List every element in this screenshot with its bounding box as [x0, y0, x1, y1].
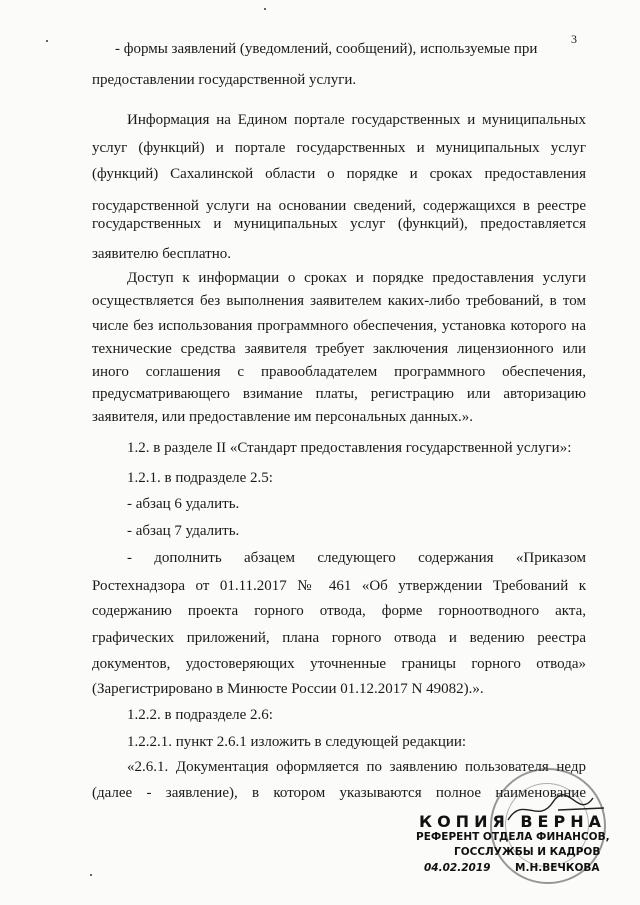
text-line: услуг (функций) и портале государственных и муниципальных услуг	[92, 140, 586, 156]
text-line: - абзац 6 удалить.	[127, 496, 240, 512]
stamp-position: РЕФЕРЕНТ ОТДЕЛА ФИНАНСОВ,	[416, 831, 610, 843]
text-line: государственных и муниципальных услуг (функций), предоставляется	[92, 216, 586, 232]
text-line: 1.2.2.1. пункт 2.6.1 изложить в следующей редакции:	[127, 734, 467, 750]
text-line: - формы заявлений (уведомлений, сообщений), используемые при	[115, 41, 538, 57]
scan-speck	[264, 8, 266, 10]
text-line: технические средства заявителя требует заключения лицензионного или	[92, 341, 586, 357]
text-line: - дополнить абзацем следующего содержания «Приказом	[127, 550, 586, 566]
text-line: (функций) Сахалинской области о порядке и сроках предоставления	[92, 166, 586, 182]
text-line: Ростехнадзора от 01.11.2017 № 461 «Об утверждении Требований к	[92, 578, 586, 594]
text-line: иного соглашения с правообладателем программного обеспечения,	[92, 364, 586, 380]
text-line: числе без использования программного обеспечения, установка которого на	[92, 318, 586, 334]
stamp-name: М.Н.ВЕЧКОВА	[515, 862, 600, 874]
scan-speck	[46, 40, 48, 42]
text-line: (Зарегистрировано в Минюсте России 01.12.2017 N 49082).».	[92, 681, 484, 697]
text-line: заявителю бесплатно.	[92, 246, 231, 262]
stamp-date: 04.02.2019	[424, 862, 491, 874]
text-line: 1.2.1. в подразделе 2.5:	[127, 470, 273, 486]
stamp-department: ГОССЛУЖБЫ И КАДРОВ	[454, 846, 601, 858]
text-line: - абзац 7 удалить.	[127, 523, 240, 539]
text-line: предусматривающего взимание платы, регистрацию или авторизацию	[92, 386, 586, 402]
text-line: (далее - заявление), в котором указываются полное наименование	[92, 785, 586, 801]
text-line: «2.6.1. Документация оформляется по заявлению пользователя недр	[127, 759, 586, 775]
text-line: графических приложений, плана горного отвода и ведению реестра	[92, 630, 586, 646]
text-line: предоставлении государственной услуги.	[92, 72, 357, 88]
text-line: 1.2.2. в подразделе 2.6:	[127, 707, 273, 723]
text-line: документов, удостоверяющих уточненные границы горного отвода»	[92, 656, 586, 672]
text-line: Доступ к информации о сроках и порядке предоставления услуги	[127, 270, 586, 286]
text-line: содержанию проекта горного отвода, форме горноотводного акта,	[92, 603, 586, 619]
page-number: 3	[571, 32, 577, 46]
stamp-certified-copy: КОПИЯ ВЕРНА	[419, 812, 606, 831]
text-line: 1.2. в разделе II «Стандарт предоставления государственной услуги»:	[127, 440, 572, 456]
scan-speck	[90, 874, 92, 876]
text-line: осуществляется без выполнения заявителем каких-либо требований, в том	[92, 293, 586, 309]
text-line: заявителя, или предоставление им персональных данных.».	[92, 409, 474, 425]
text-line: государственной услуги на основании сведений, содержащихся в реестре	[92, 198, 586, 214]
text-line: Информация на Едином портале государственных и муниципальных	[127, 112, 586, 128]
